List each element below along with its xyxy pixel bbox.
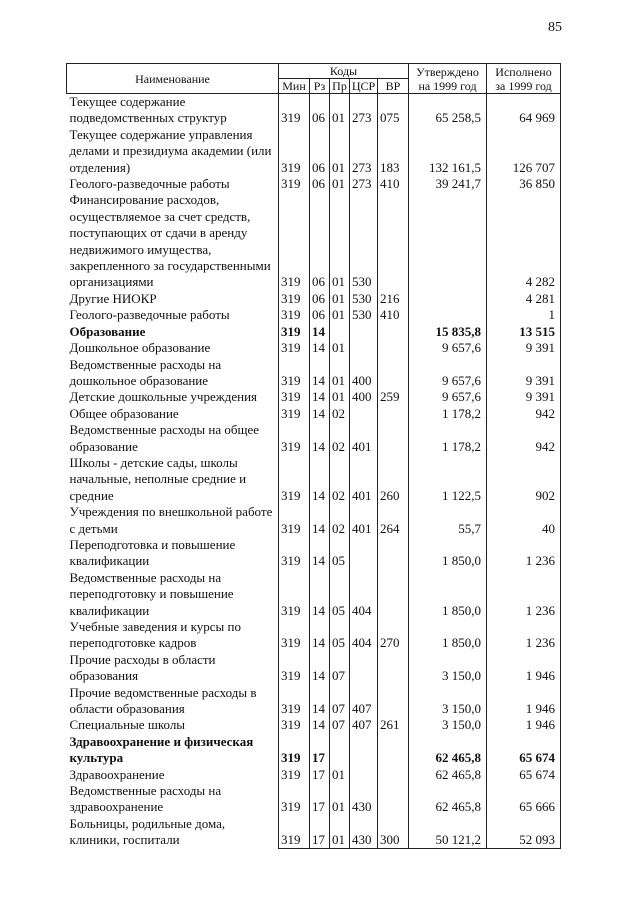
cell-executed: 1	[487, 307, 561, 323]
executed-header-line2: за 1999 год	[495, 78, 552, 93]
table-row	[67, 406, 561, 422]
cell-approved	[409, 192, 487, 290]
cell-name: Здравоохранение	[69, 766, 165, 782]
table-row	[67, 734, 561, 767]
cell-pr: 07	[330, 652, 350, 685]
cell-executed: 40	[487, 504, 561, 537]
cell-pr: 01	[330, 192, 350, 290]
cell-executed: 52 093	[487, 816, 561, 849]
cell-min: 319	[279, 192, 310, 290]
cell-pr: 01	[330, 127, 350, 176]
cell-vr	[378, 324, 409, 340]
cell-rz: 14	[310, 340, 330, 356]
cell-rz: 14	[310, 619, 330, 652]
cell-pr: 05	[330, 570, 350, 619]
cell-csr: 401	[350, 422, 378, 455]
cell-vr	[378, 537, 409, 570]
cell-csr: 530	[350, 307, 378, 323]
cell-min: 319	[279, 816, 310, 849]
cell-min: 319	[279, 619, 310, 652]
cell-name: Образование	[69, 323, 146, 339]
cell-vr: 260	[378, 455, 409, 504]
cell-approved: 3 150,0	[409, 717, 487, 733]
cell-name: Другие НИОКР	[69, 290, 157, 306]
cell-approved: 9 657,6	[409, 357, 487, 390]
cell-pr: 01	[330, 176, 350, 192]
cell-approved	[409, 291, 487, 307]
cell-pr: 07	[330, 717, 350, 733]
table-row	[67, 570, 561, 619]
table-row	[67, 340, 561, 356]
cell-executed: 9 391	[487, 357, 561, 390]
cell-pr: 01	[330, 389, 350, 405]
cell-executed: 36 850	[487, 176, 561, 192]
cell-min: 319	[279, 783, 310, 816]
cell-rz: 14	[310, 357, 330, 390]
cell-csr: 404	[350, 570, 378, 619]
cell-executed: 65 674	[487, 734, 561, 767]
column-header-name: Наименование	[67, 64, 279, 94]
column-header-pr: Пр	[330, 79, 350, 94]
cell-rz: 17	[310, 767, 330, 783]
cell-rz: 06	[310, 127, 330, 176]
cell-vr: 261	[378, 717, 409, 733]
cell-csr	[350, 406, 378, 422]
table-row	[67, 127, 561, 176]
cell-executed: 1 236	[487, 537, 561, 570]
cell-min: 319	[279, 291, 310, 307]
cell-name: Геолого-разведочные работы	[69, 307, 230, 323]
cell-name: Школы - детские сады, школы начальные, неполные средние и средние	[69, 454, 247, 503]
cell-pr: 02	[330, 422, 350, 455]
cell-vr: 183	[378, 127, 409, 176]
cell-min: 319	[279, 307, 310, 323]
cell-approved: 1 178,2	[409, 422, 487, 455]
cell-pr: 02	[330, 504, 350, 537]
cell-pr: 01	[330, 783, 350, 816]
table-row	[67, 455, 561, 504]
cell-csr	[350, 652, 378, 685]
cell-name: Ведомственные расходы на здравоохранение	[69, 783, 222, 815]
cell-executed: 1 236	[487, 619, 561, 652]
cell-pr: 05	[330, 619, 350, 652]
column-header-executed	[487, 64, 561, 94]
table-row	[67, 816, 561, 849]
cell-name: Финансирование расходов, осуществляемое за счет средств, поступающих от сдачи в аренду недвижимого имущества, закрепленного за государственными организациями	[69, 192, 271, 290]
table-row	[67, 767, 561, 783]
cell-csr: 401	[350, 455, 378, 504]
table-row	[67, 307, 561, 323]
cell-vr	[378, 192, 409, 290]
cell-approved: 1 178,2	[409, 406, 487, 422]
cell-min: 319	[279, 685, 310, 718]
table-row	[67, 291, 561, 307]
cell-vr	[378, 652, 409, 685]
cell-vr	[378, 685, 409, 718]
cell-approved: 9 657,6	[409, 340, 487, 356]
cell-vr: 264	[378, 504, 409, 537]
cell-rz: 06	[310, 94, 330, 127]
table-row	[67, 357, 561, 390]
cell-executed: 13 515	[487, 324, 561, 340]
cell-csr	[350, 537, 378, 570]
column-header-approved	[409, 64, 487, 94]
cell-pr: 02	[330, 406, 350, 422]
cell-pr: 01	[330, 357, 350, 390]
cell-csr	[350, 340, 378, 356]
cell-executed: 64 969	[487, 94, 561, 127]
cell-approved: 62 465,8	[409, 783, 487, 816]
cell-csr	[350, 734, 378, 767]
table-row	[67, 389, 561, 405]
cell-pr	[330, 734, 350, 767]
cell-rz: 14	[310, 504, 330, 537]
cell-csr: 400	[350, 357, 378, 390]
table-row	[67, 324, 561, 340]
table-row	[67, 717, 561, 733]
cell-rz: 14	[310, 455, 330, 504]
cell-executed: 1 236	[487, 570, 561, 619]
column-header-min: Мин	[279, 79, 310, 94]
cell-executed: 65 674	[487, 767, 561, 783]
cell-executed: 1 946	[487, 652, 561, 685]
cell-vr	[378, 357, 409, 390]
cell-pr: 07	[330, 685, 350, 718]
cell-csr: 273	[350, 94, 378, 127]
cell-min: 319	[279, 340, 310, 356]
cell-executed: 942	[487, 406, 561, 422]
cell-approved: 1 850,0	[409, 619, 487, 652]
cell-name: Учреждения по внешкольной работе с детьми	[69, 504, 273, 536]
cell-name: Детские дошкольные учреждения	[69, 389, 258, 405]
cell-vr: 410	[378, 307, 409, 323]
cell-pr: 01	[330, 340, 350, 356]
table-row	[67, 94, 561, 127]
table-row	[67, 783, 561, 816]
cell-approved: 3 150,0	[409, 685, 487, 718]
table-row	[67, 422, 561, 455]
cell-csr: 404	[350, 619, 378, 652]
cell-min: 319	[279, 176, 310, 192]
cell-vr	[378, 340, 409, 356]
cell-rz: 17	[310, 816, 330, 849]
cell-name: Ведомственные расходы на переподготовку и повышение квалификации	[69, 569, 234, 618]
cell-name: Геолого-разведочные работы	[69, 176, 230, 192]
cell-vr	[378, 570, 409, 619]
cell-vr	[378, 783, 409, 816]
cell-executed: 1 946	[487, 685, 561, 718]
cell-csr	[350, 767, 378, 783]
cell-executed: 9 391	[487, 340, 561, 356]
cell-csr: 400	[350, 389, 378, 405]
cell-pr: 05	[330, 537, 350, 570]
cell-min: 319	[279, 537, 310, 570]
table-row	[67, 537, 561, 570]
cell-name: Прочие ведомственные расходы в области образования	[69, 684, 257, 717]
cell-name: Учебные заведения и курсы по переподготовке кадров	[69, 619, 241, 651]
cell-rz: 06	[310, 192, 330, 290]
cell-rz: 14	[310, 422, 330, 455]
cell-name: Общее образование	[69, 405, 179, 421]
cell-pr: 01	[330, 94, 350, 127]
cell-name: Ведомственные расходы на дошкольное образование	[69, 356, 222, 388]
cell-approved: 62 465,8	[409, 734, 487, 767]
cell-csr: 530	[350, 192, 378, 290]
cell-approved: 1 850,0	[409, 570, 487, 619]
cell-executed: 902	[487, 455, 561, 504]
cell-name: Специальные школы	[69, 717, 186, 733]
cell-min: 319	[279, 324, 310, 340]
approved-header-line1: Утверждено	[416, 64, 479, 79]
approved-header-line2: на 1999 год	[418, 78, 477, 93]
column-header-vr: ВР	[378, 79, 409, 94]
cell-min: 319	[279, 422, 310, 455]
cell-approved: 9 657,6	[409, 389, 487, 405]
cell-rz: 14	[310, 389, 330, 405]
cell-rz: 17	[310, 734, 330, 767]
column-header-csr: ЦСР	[350, 79, 378, 94]
cell-vr	[378, 422, 409, 455]
cell-csr	[350, 324, 378, 340]
cell-name: Ведомственные расходы на общее образование	[69, 422, 260, 454]
cell-min: 319	[279, 570, 310, 619]
table-row	[67, 652, 561, 685]
cell-rz: 14	[310, 685, 330, 718]
cell-vr	[378, 734, 409, 767]
cell-executed: 1 946	[487, 717, 561, 733]
cell-pr: 01	[330, 767, 350, 783]
cell-min: 319	[279, 389, 310, 405]
cell-vr	[378, 406, 409, 422]
cell-rz: 06	[310, 291, 330, 307]
cell-min: 319	[279, 717, 310, 733]
cell-name: Текущее содержание управления делами и президиума академии (или отделения)	[69, 126, 272, 175]
table-row	[67, 504, 561, 537]
page-number: 85	[548, 20, 562, 35]
cell-min: 319	[279, 734, 310, 767]
cell-executed: 126 707	[487, 127, 561, 176]
cell-name: Прочие расходы в области образования	[69, 651, 216, 684]
cell-min: 319	[279, 652, 310, 685]
cell-approved: 1 850,0	[409, 537, 487, 570]
cell-approved: 3 150,0	[409, 652, 487, 685]
cell-approved: 50 121,2	[409, 816, 487, 849]
cell-rz: 14	[310, 652, 330, 685]
cell-rz: 14	[310, 324, 330, 340]
cell-min: 319	[279, 357, 310, 390]
cell-approved: 15 835,8	[409, 324, 487, 340]
cell-name: Здравоохранение и физическая культура	[69, 733, 254, 766]
cell-rz: 17	[310, 783, 330, 816]
cell-pr: 01	[330, 291, 350, 307]
cell-rz: 14	[310, 406, 330, 422]
column-header-codes: Коды	[279, 64, 409, 79]
cell-rz: 14	[310, 570, 330, 619]
cell-vr	[378, 767, 409, 783]
column-header-rz: Рз	[310, 79, 330, 94]
cell-executed: 9 391	[487, 389, 561, 405]
cell-approved	[409, 307, 487, 323]
cell-csr: 530	[350, 291, 378, 307]
cell-csr: 430	[350, 816, 378, 849]
cell-csr: 273	[350, 127, 378, 176]
cell-rz: 06	[310, 176, 330, 192]
cell-min: 319	[279, 767, 310, 783]
cell-name: Переподготовка и повышение квалификации	[69, 536, 236, 569]
budget-table-body	[67, 94, 561, 849]
cell-csr: 407	[350, 685, 378, 718]
cell-vr: 259	[378, 389, 409, 405]
cell-rz: 14	[310, 717, 330, 733]
table-row	[67, 192, 561, 290]
cell-executed: 4 281	[487, 291, 561, 307]
cell-approved: 132 161,5	[409, 127, 487, 176]
cell-name: Дошкольное образование	[69, 340, 211, 356]
cell-approved: 55,7	[409, 504, 487, 537]
cell-min: 319	[279, 127, 310, 176]
cell-executed: 942	[487, 422, 561, 455]
cell-approved: 1 122,5	[409, 455, 487, 504]
cell-rz: 06	[310, 307, 330, 323]
cell-vr: 075	[378, 94, 409, 127]
cell-executed: 4 282	[487, 192, 561, 290]
cell-pr	[330, 324, 350, 340]
cell-vr: 410	[378, 176, 409, 192]
cell-min: 319	[279, 94, 310, 127]
cell-csr: 273	[350, 176, 378, 192]
cell-pr: 02	[330, 455, 350, 504]
cell-csr: 401	[350, 504, 378, 537]
budget-table	[66, 63, 561, 849]
cell-pr: 01	[330, 307, 350, 323]
cell-executed: 65 666	[487, 783, 561, 816]
cell-vr: 300	[378, 816, 409, 849]
cell-name: Текущее содержание подведомственных структур	[69, 94, 227, 126]
cell-approved: 65 258,5	[409, 94, 487, 127]
cell-pr: 01	[330, 816, 350, 849]
cell-approved: 62 465,8	[409, 767, 487, 783]
table-row	[67, 176, 561, 192]
cell-vr: 270	[378, 619, 409, 652]
table-row	[67, 619, 561, 652]
cell-approved: 39 241,7	[409, 176, 487, 192]
cell-min: 319	[279, 504, 310, 537]
cell-min: 319	[279, 455, 310, 504]
table-row	[67, 685, 561, 718]
cell-rz: 14	[310, 537, 330, 570]
cell-csr: 407	[350, 717, 378, 733]
executed-header-line1: Исполнено	[495, 64, 552, 79]
cell-name: Больницы, родильные дома, клиники, госпитали	[69, 815, 226, 848]
cell-vr: 216	[378, 291, 409, 307]
cell-min: 319	[279, 406, 310, 422]
cell-csr: 430	[350, 783, 378, 816]
